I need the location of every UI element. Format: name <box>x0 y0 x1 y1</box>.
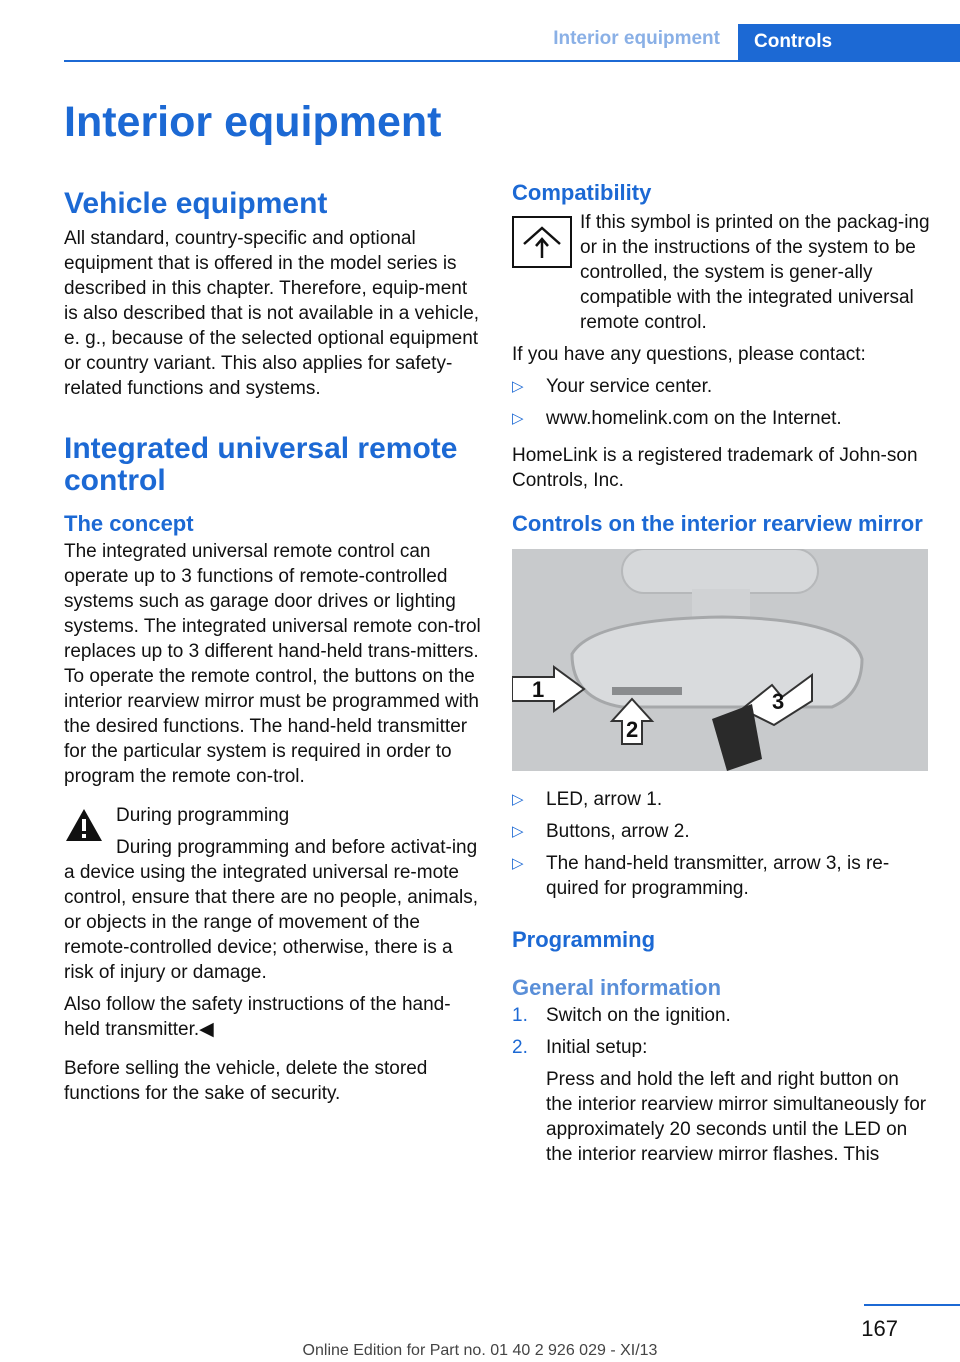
trademark-text: HomeLink is a registered trademark of John-son Controls, Inc. <box>512 445 918 491</box>
left-column <box>64 180 482 1113</box>
arrow-label-2: 2 <box>626 717 639 742</box>
arrow-label-3: 3 <box>772 689 785 714</box>
contact-list <box>512 374 930 431</box>
selling-note: Before selling the vehicle, delete the stored functions for the sake of security. <box>64 1058 428 1104</box>
list-item: ▷ www.homelink.com on the Internet. <box>512 408 842 429</box>
right-column <box>512 180 930 1174</box>
triangle-bullet-icon: ▷ <box>512 855 524 872</box>
programming-steps <box>512 1003 930 1167</box>
compatibility-text: If this symbol is printed on the packag-ing or in the instructions of the system to be controlled, the system is gener-ally compatible with the integrated universal remote control. <box>580 212 930 333</box>
warning-title: During programming <box>116 805 290 826</box>
vehicle-equipment-heading: Vehicle equipment <box>64 187 328 220</box>
list-item: ▷ Your service center. <box>512 376 713 397</box>
warning-followup: Also follow the safety instructions of the hand-held transmitter.◀ <box>64 994 451 1040</box>
general-info-heading: General information <box>512 975 722 1000</box>
homelink-symbol-icon <box>512 216 572 268</box>
list-item: ▷ Buttons, arrow 2. <box>512 821 690 842</box>
header-section-label: Interior equipment <box>553 28 720 49</box>
vehicle-equipment-text: All standard, country-specific and optional equipment that is offered in the model series is described in this chapter. Therefore, equip-ment is also described that is not available in a vehicle, e. g., because of the selected optional equipment or country variant. This also applies for safety-related functions and systems. <box>64 228 480 399</box>
concept-heading: The concept <box>64 511 194 536</box>
controls-list <box>512 787 930 901</box>
warning-text: During programming and before activat-ing a device using the integrated universal re-mote control, ensure that there are no people, animals, or objects in the range of movement of the remote-controlled device; otherwise, there is a risk of injury or damage. <box>64 837 479 983</box>
warning-icon <box>64 807 104 843</box>
arrow-label-1: 1 <box>532 677 545 702</box>
list-item: 1. Switch on the ignition. <box>512 1005 731 1026</box>
compatibility-heading: Compatibility <box>512 180 652 205</box>
list-item: ▷ LED, arrow 1. <box>512 789 663 810</box>
list-item: ▷ The hand-held transmitter, arrow 3, is re-quired for programming. <box>512 853 890 899</box>
header-chapter-tab: Controls <box>738 24 960 62</box>
list-item: 2. Initial setup: Press and hold the left and right button on the interior rearview mirror simultaneously for approximately 20 seconds until the LED on the interior rearview mirror flashes. This <box>512 1035 930 1167</box>
header-rule <box>64 60 960 62</box>
compatibility-notice <box>512 210 930 335</box>
page-header <box>0 0 960 62</box>
mirror-figure <box>512 549 928 771</box>
contact-text: If you have any questions, please contact: <box>512 344 866 365</box>
iurc-heading: Integrated universal remote control <box>64 432 458 497</box>
triangle-bullet-icon: ▷ <box>512 823 524 840</box>
edition-footer: Online Edition for Part no. 01 40 2 926 029 - XI/13 <box>302 1342 658 1359</box>
page-number: 167 <box>861 1316 898 1341</box>
triangle-bullet-icon: ▷ <box>512 410 524 427</box>
concept-text: The integrated universal remote control can operate up to 3 functions of remote-controlled systems such as garage door drives or lighting systems. The integrated universal remote con-trol replaces up to 3 different hand-held trans-mitters. To operate the remote control, the buttons on the interior rearview mirror must be programmed with the desired functions. The hand-held transmitter for the particular system is required in order to program the remote con-trol. <box>64 541 481 787</box>
triangle-bullet-icon: ▷ <box>512 791 524 808</box>
footer-rule <box>864 1304 960 1306</box>
warning-block <box>64 803 482 828</box>
programming-heading: Programming <box>512 927 656 952</box>
controls-heading: Controls on the interior rearview mirror <box>512 511 923 536</box>
step-detail: Press and hold the left and right button on the interior rearview mirror simultaneously for approximately 20 seconds until the LED on the interior rearview mirror flashes. This <box>546 1069 927 1165</box>
page-title: Interior equipment <box>64 98 442 146</box>
triangle-bullet-icon: ▷ <box>512 378 524 395</box>
